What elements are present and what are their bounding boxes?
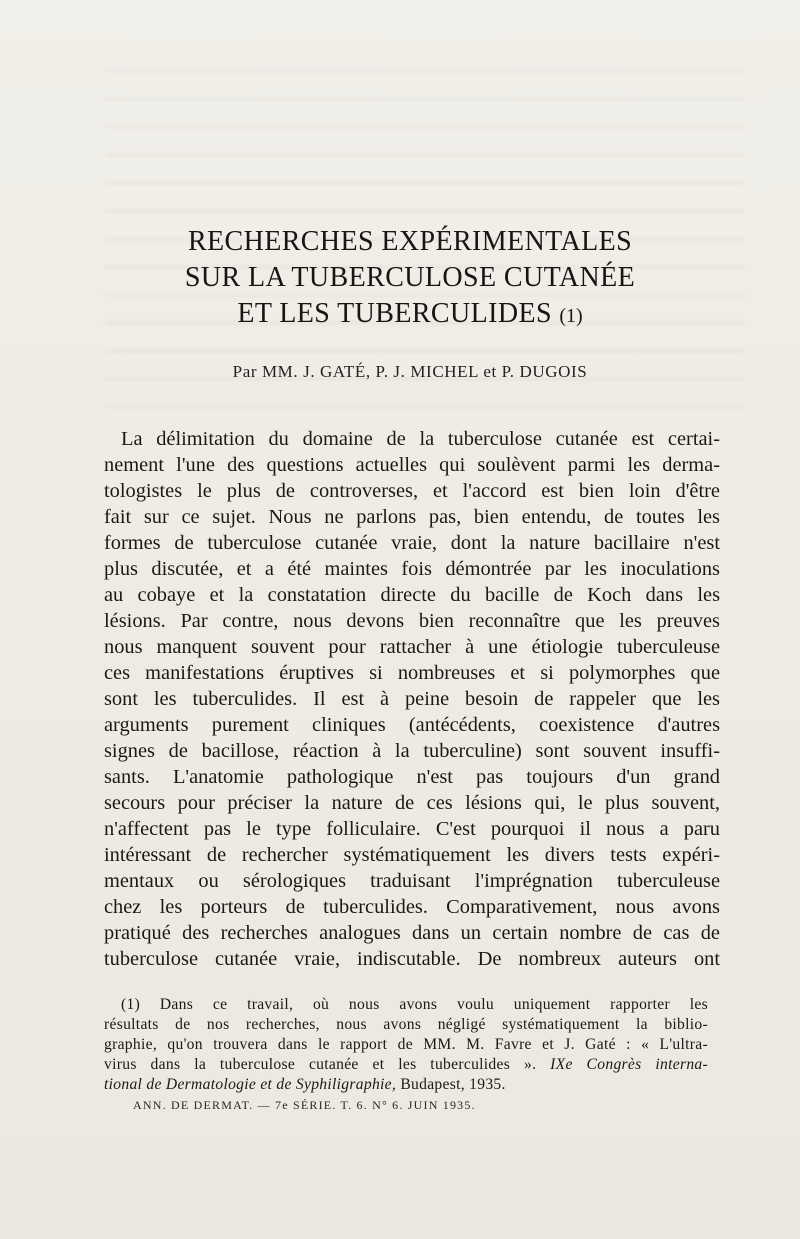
footnote-congress-title: IXe Congrès interna-: [550, 1056, 709, 1073]
article-title-line-2: SUR LA TUBERCULOSE CUTANÉE: [184, 262, 636, 293]
footnote-line: (1) Dans ce travail, où nous avons voulu uniquement rapporter les: [121, 996, 708, 1013]
footnote-line: graphie, qu'on trouvera dans le rapport de MM. M. Favre et J. Gaté : « L'ultra-: [104, 1036, 708, 1053]
footnote-congress-title: tional de Dermatologie et de Syphiligraphie,: [104, 1076, 397, 1093]
footnote-line: virus dans la tuberculose cutanée et les tuberculides ». IXe Congrès interna-: [104, 1056, 709, 1073]
body-line: sants. L'anatomie pathologique n'est pas toujours d'un grand: [104, 766, 720, 788]
footnote-line: résultats de nos recherches, nous avons négligé systématiquement la biblio-: [104, 1016, 708, 1033]
body-line: plus discutée, et a été maintes fois démontrée par les inoculations: [104, 558, 720, 580]
body-line: tuberculose cutanée vraie, indiscutable. De nombreux auteurs ont: [104, 948, 720, 970]
body-line: pratiqué des recherches analogues dans un certain nombre de cas de: [104, 922, 720, 944]
body-line: nous manquent souvent pour rattacher à une étiologie tuberculeuse: [104, 636, 720, 658]
body-line: secours pour préciser la nature de ces lésions qui, le plus souvent,: [104, 792, 720, 814]
body-line: mentaux ou sérologiques traduisant l'imprégnation tuberculeuse: [104, 870, 720, 892]
body-line: nement l'une des questions actuelles qui soulèvent parmi les derma-: [104, 454, 720, 476]
authors-byline: Par MM. J. GATÉ, P. J. MICHEL et P. DUGOIS: [232, 362, 588, 381]
journal-footer: ANN. DE DERMAT. — 7e SÉRIE. T. 6. N° 6. JUIN 1935.: [133, 1098, 476, 1112]
body-line: arguments purement cliniques (antécédents, coexistence d'autres: [104, 714, 720, 736]
article-title-line-1: RECHERCHES EXPÉRIMENTALES: [187, 226, 633, 257]
body-line: n'affectent pas le type folliculaire. C'est pourquoi il nous a paru: [104, 818, 720, 840]
body-line: formes de tuberculose cutanée vraie, dont la nature bacillaire n'est: [104, 532, 720, 554]
body-line: lésions. Par contre, nous devons bien reconnaître que les preuves: [104, 610, 720, 632]
body-line: La délimitation du domaine de la tuberculose cutanée est certai-: [121, 428, 720, 450]
body-line: sont les tuberculides. Il est à peine besoin de rappeler que les: [104, 688, 720, 710]
footnote-line: tional de Dermatologie et de Syphiligraphie, Budapest, 1935.: [104, 1076, 506, 1093]
body-line: intéressant de rechercher systématiquement les divers tests expéri-: [104, 844, 720, 866]
body-line: fait sur ce sujet. Nous ne parlons pas, bien entendu, de toutes les: [104, 506, 720, 528]
article-title-line-3: ET LES TUBERCULIDES (1): [237, 298, 583, 329]
body-line: chez les porteurs de tuberculides. Comparativement, nous avons: [104, 896, 720, 918]
body-line: signes de bacillose, réaction à la tuberculine) sont souvent insuffi-: [104, 740, 720, 762]
footnote-reference: (1): [559, 305, 583, 327]
body-line: au cobaye et la constatation directe du bacille de Koch dans les: [104, 584, 720, 606]
body-line: tologistes le plus de controverses, et l'accord est bien loin d'être: [104, 480, 720, 502]
body-line: ces manifestations éruptives si nombreuses et si polymorphes que: [104, 662, 720, 684]
